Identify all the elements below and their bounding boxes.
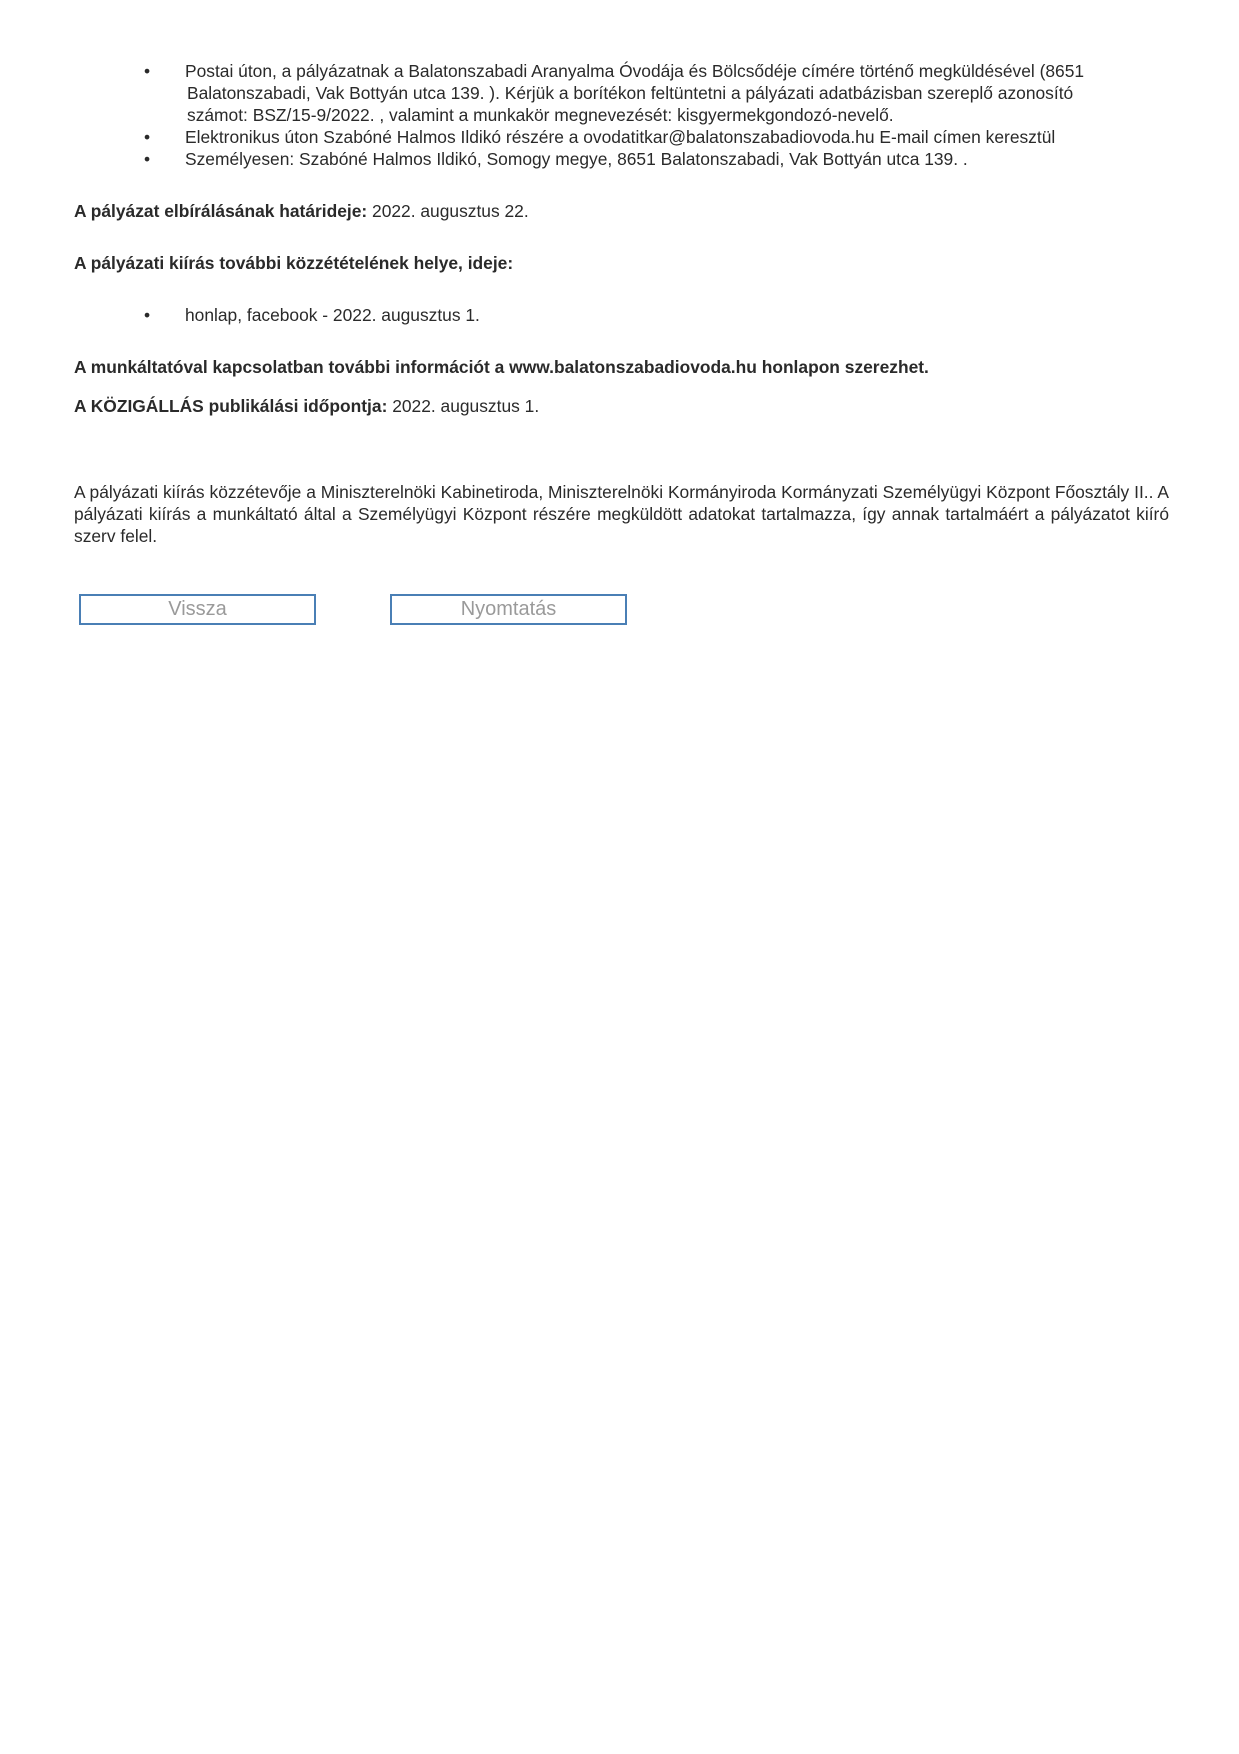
publication-heading: A pályázati kiírás további közzétételének helye, ideje: xyxy=(74,253,514,273)
disclaimer-paragraph: A pályázati kiírás közzétevője a Miniszterelnöki Kabinetiroda, Miniszterelnöki Kormányiroda Kormányzati Személyügyi Központ Főosztály II.. A pályázati kiírás a munkáltató által a Személyügyi Központ részére megküldött adatokat tartalmazza, így annak tartalmáért a pályázatot kiíró szerv felel. xyxy=(74,482,1169,546)
back-button[interactable]: Vissza xyxy=(79,594,316,625)
bullet-icon: • xyxy=(144,127,151,147)
list-item-personal xyxy=(74,148,1169,170)
publication-date xyxy=(74,395,1169,417)
evaluation-deadline xyxy=(74,200,1169,222)
personal-text: Személyesen: Szabóné Halmos Ildikó, Somogy megye, 8651 Balatonszabadi, Vak Bottyán utca 139. . xyxy=(185,149,968,169)
postal-text-line-3: számot: BSZ/15-9/2022. , valamint a munkakör megnevezését: kisgyermekgondozó-nevelő. xyxy=(187,105,894,125)
deadline-label: A pályázat elbírálásának határideje: xyxy=(74,201,368,221)
submission-methods-list xyxy=(74,60,1169,170)
print-button[interactable]: Nyomtatás xyxy=(390,594,627,625)
bullet-icon: • xyxy=(144,61,151,81)
bullet-icon: • xyxy=(144,305,151,325)
list-item-electronic xyxy=(74,126,1169,148)
list-item-postal xyxy=(74,60,1169,126)
employer-info: A munkáltatóval kapcsolatban további információt a www.balatonszabadiovoda.hu honlapon szerezhet. xyxy=(74,357,929,377)
electronic-text: Elektronikus úton Szabóné Halmos Ildikó részére a ovodatitkar@balatonszabadiovoda.hu E-mail címen keresztül xyxy=(185,127,1056,147)
bullet-icon: • xyxy=(144,149,151,169)
postal-text-line-1: Postai úton, a pályázatnak a Balatonszabadi Aranyalma Óvodája és Bölcsődéje címére történő megküldésével (8651 xyxy=(185,61,1085,81)
publication-item-text: honlap, facebook - 2022. augusztus 1. xyxy=(185,305,480,325)
deadline-value: 2022. augusztus 22. xyxy=(367,201,529,221)
list-item xyxy=(74,304,1169,326)
publication-date-label: A KÖZIGÁLLÁS publikálási időpontja: xyxy=(74,396,388,416)
document-body xyxy=(74,60,1169,547)
action-buttons xyxy=(79,594,639,625)
publication-date-value: 2022. augusztus 1. xyxy=(387,396,540,416)
postal-text-line-2: Balatonszabadi, Vak Bottyán utca 139. ). Kérjük a borítékon feltüntetni a pályázati adatbázisban szereplő azonosító xyxy=(187,83,1074,103)
publication-list xyxy=(74,304,1169,326)
